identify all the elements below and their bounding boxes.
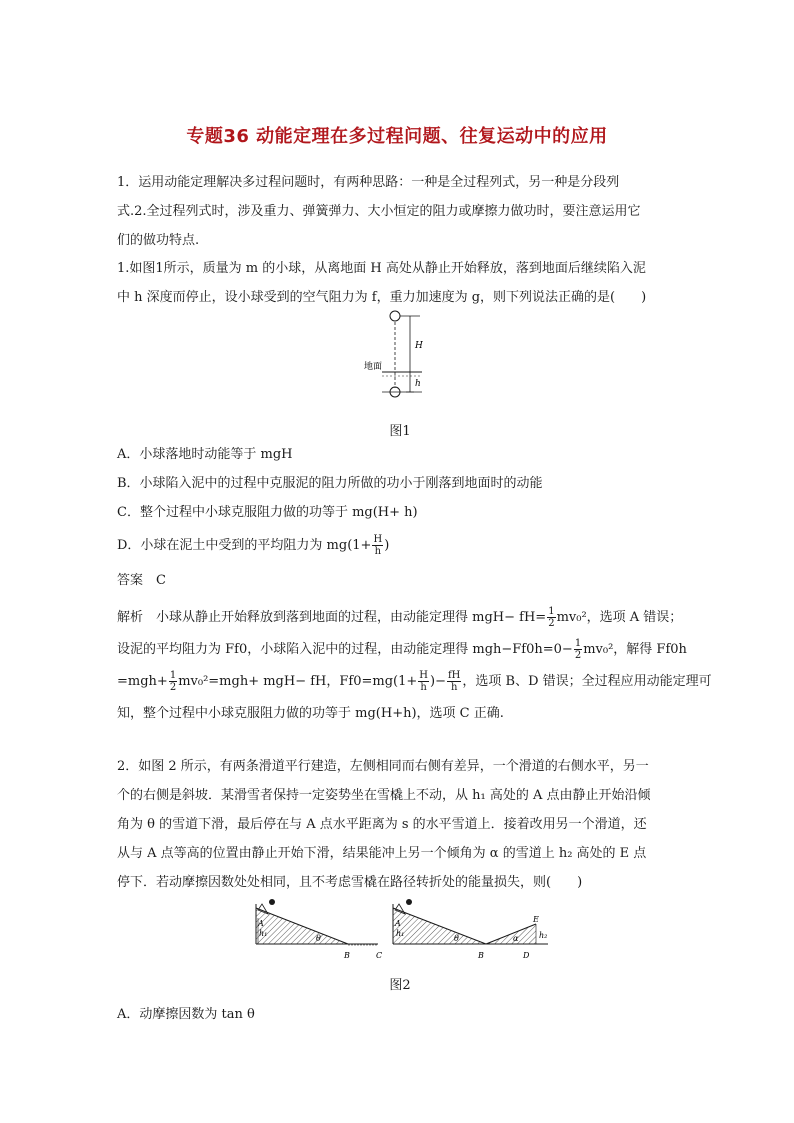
analysis-line-2 xyxy=(117,634,687,666)
fig2-right-label-B: B xyxy=(478,951,484,960)
question-1-stem xyxy=(117,254,679,312)
figure-2-left-panel xyxy=(256,899,382,960)
fraction-numerator: 1 xyxy=(169,670,177,681)
fraction-numerator: H xyxy=(419,670,428,681)
fig1-label-H: H xyxy=(415,341,423,351)
stem-line: 停下．若动摩擦因数处处相同，且不考虑雪橇在路径转折处的能量损失，则( ) xyxy=(117,875,583,890)
fraction xyxy=(169,670,177,693)
analysis-text: ，选项 B、D 错误；全过程应用动能定理可 xyxy=(462,674,712,689)
fraction-numerator: H xyxy=(373,534,383,545)
option-d-close: ) xyxy=(384,538,390,553)
option-b: B．小球陷入泥中的过程中克服泥的阻力所做的功小于刚落到地面时的动能 xyxy=(117,476,543,491)
fig1-ground-label: 地面 xyxy=(364,362,383,372)
fraction xyxy=(418,670,429,693)
stem-line: 从与 A 点等高的位置由静止开始下滑，结果能冲上另一个倾角为 α 的雪道上 h₂ 高处的 E 点 xyxy=(117,846,647,861)
fig2-right-label-D: D xyxy=(523,951,530,960)
question-1-options xyxy=(117,440,679,560)
figure-2-right-panel xyxy=(393,899,548,960)
fraction-denominator: 2 xyxy=(169,682,177,693)
fig2-right-label-E: E xyxy=(533,915,539,924)
option-d xyxy=(117,531,679,560)
fraction-denominator: h xyxy=(374,546,382,557)
fraction-numerator: fH xyxy=(447,670,461,681)
fraction-numerator: 1 xyxy=(574,638,582,649)
fig2-right-label-alpha: α xyxy=(513,934,519,943)
intro-line: 式.2.全过程列式时，涉及重力、弹簧弹力、大小恒定的阻力或摩擦力做功时，要注意运用它 xyxy=(117,204,641,219)
intro-line: 们的做功特点. xyxy=(117,233,200,248)
analysis-line-1 xyxy=(117,602,683,634)
fig2-left-label-A: A xyxy=(258,919,264,928)
analysis-text: mv₀²，解得 Ff0h xyxy=(583,642,687,657)
page-title: 专题36 动能定理在多过程问题、往复运动中的应用 xyxy=(186,126,608,147)
fig2-right-label-h2: h₂ xyxy=(539,931,548,940)
fig2-left-label-B: B xyxy=(344,951,350,960)
option-a: A．小球落地时动能等于 mgH xyxy=(117,447,293,462)
stem-line: 中 h 深度而停止，设小球受到的空气阻力为 f，重力加速度为 g，则下列说法正确的是( ) xyxy=(117,290,647,305)
intro-paragraph xyxy=(117,168,679,255)
fraction xyxy=(447,670,461,693)
answer-line: 答案 C xyxy=(117,573,166,588)
analysis-text: mv₀²，选项 A 错误； xyxy=(556,610,683,625)
figure-2 xyxy=(248,896,558,966)
stem-line: 2．如图 2 所示，有两条滑道平行建造，左侧相同而右侧有差异，一个滑道的右侧水平，另一 xyxy=(117,759,649,774)
option-c: C．整个过程中小球克服阻力做的功等于 mg(H+ h) xyxy=(117,505,418,520)
analysis-text: =mgh+ xyxy=(117,674,168,689)
fig2-left-label-h1: h₁ xyxy=(259,929,268,938)
analysis-line-3 xyxy=(117,666,712,698)
fig2-left-label-theta: θ xyxy=(316,934,321,943)
fig2-right-label-h1: h₁ xyxy=(396,929,405,938)
analysis-text: 设泥的平均阻力为 Ff0，小球陷入泥中的过程，由动能定理得 mgh−Ff0h=0− xyxy=(117,642,573,657)
figure-1-caption: 图1 xyxy=(389,424,411,439)
figure-2-caption: 图2 xyxy=(389,978,411,993)
stem-line: 1.如图1所示，质量为 m 的小球，从离地面 H 高处从静止开始释放，落到地面后继续陷入泥 xyxy=(117,261,646,276)
intro-line: 1．运用动能定理解决多过程问题时，有两种思路：一种是全过程列式，另一种是分段列 xyxy=(117,175,620,190)
fraction-denominator: h xyxy=(420,682,427,693)
figure-1 xyxy=(360,306,440,406)
fraction-denominator: 2 xyxy=(574,650,582,661)
fraction xyxy=(547,606,555,629)
fraction xyxy=(574,638,582,661)
analysis-text: 解析 小球从静止开始释放到落到地面的过程，由动能定理得 mgH− fH= xyxy=(117,610,547,625)
stem-line: 角为 θ 的雪道下滑，最后停在与 A 点水平距离为 s 的水平雪道上．接着改用另一个滑道，还 xyxy=(117,817,647,832)
fraction-numerator: 1 xyxy=(548,606,555,617)
analysis-text: mv₀²=mgh+ mgH− fH，Ff0=mg(1+ xyxy=(178,674,418,689)
analysis xyxy=(117,602,712,730)
fig2-right-label-theta: θ xyxy=(454,934,459,943)
stem-line: 个的右侧是斜坡．某滑雪者保持一定姿势坐在雪橇上不动，从 h₁ 高处的 A 点由静止开始沿倾 xyxy=(117,788,651,803)
option-d-text: D．小球在泥土中受到的平均阻力为 mg(1+ xyxy=(117,538,372,553)
analysis-text: )− xyxy=(430,674,446,689)
fraction-denominator: h xyxy=(450,682,458,693)
fig1-label-h: h xyxy=(415,379,421,389)
question-2-stem xyxy=(117,752,679,897)
fraction-denominator: 2 xyxy=(548,618,555,629)
option-d-fraction xyxy=(372,534,383,557)
fig2-left-label-C: C xyxy=(376,951,383,960)
question-2-option-a: A．动摩擦因数为 tan θ xyxy=(117,1007,255,1022)
analysis-line-4: 知，整个过程中小球克服阻力做的功等于 mg(H+h)，选项 C 正确. xyxy=(117,706,504,721)
fig2-right-label-A: A xyxy=(395,919,401,928)
